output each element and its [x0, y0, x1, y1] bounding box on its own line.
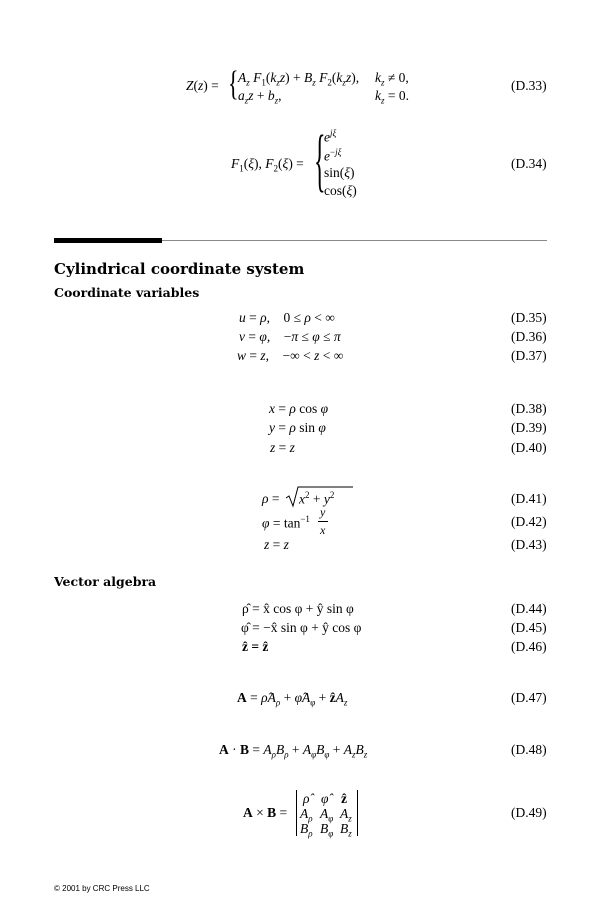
det-r2c3: $A_z$ [340, 806, 352, 824]
eq-d45: φ̂ = −x̂ sin φ + ŷ cos φ [241, 620, 362, 635]
eq-d49-lhs: A × B = [243, 805, 288, 820]
det-r2c1: $A_\rho$ [300, 806, 313, 824]
eq-d41-number: (D.41) [511, 491, 547, 506]
eq-d49-number: (D.49) [511, 805, 547, 820]
eq-d33-cond2: $k_z = 0$. [375, 88, 410, 106]
eq-d40: z = z [270, 440, 295, 455]
eq-d33-case1: $A_z$ $F_1(k_zz) + B_z$ $F_2(k_zz)$, [238, 70, 360, 88]
eq-d43-number: (D.43) [511, 537, 547, 552]
eq-d46: ẑ = ẑ [242, 639, 269, 654]
eq-d37: w = z, −∞ < z < ∞ [237, 348, 344, 363]
eq-d33-case2: $a_zz + b_z$, [238, 88, 282, 106]
eq-d36-number: (D.36) [511, 329, 547, 344]
det-r3c3: $B_z$ [340, 821, 352, 839]
eq-d47: $A = \rhôA_\rho$ + $\varphîA_\varphi$ + ẑA$_z$ [237, 690, 348, 708]
eq-d38: x = ρ cos φ [269, 401, 329, 416]
eq-d34-case1: $e^{j\xi}$ [324, 128, 337, 145]
eq-d44-number: (D.44) [511, 601, 547, 616]
eq-d37-number: (D.37) [511, 348, 547, 363]
eq-d39-number: (D.39) [511, 420, 547, 435]
det-r1c3: ẑ [341, 791, 347, 806]
eq-d34-lhs: $F_1(\xi)$, $F_2(\xi)$ = [231, 156, 304, 174]
det-right-bar [357, 790, 358, 836]
eq-d34-case3: sin(ξ) [324, 165, 355, 180]
eq-d39: y = ρ sin φ [269, 420, 326, 435]
eq-d35: u = ρ, 0 ≤ ρ < ∞ [239, 310, 335, 325]
eq-d42-number: (D.42) [511, 514, 547, 529]
eq-d38-number: (D.38) [511, 401, 547, 416]
eq-d42-numerator: y [320, 505, 326, 519]
section-rule-accent [54, 238, 162, 243]
det-r3c2: $B_\varphi$ [320, 821, 334, 839]
eq-d42-denominator: x [320, 523, 326, 537]
subsection-vector-algebra: Vector algebra [54, 574, 157, 589]
eq-d46-number: (D.46) [511, 639, 547, 654]
eq-d44: ρ̂ = x̂ cos φ + ŷ sin φ [242, 601, 354, 616]
eq-d48: $A \cdot B = A_\rho B_\rho + A_\varphi B_\varphi + A_zB_z$ [219, 742, 368, 760]
eq-d41-lhs: ρ = [262, 491, 280, 506]
det-r2c2: $A_\varphi$ [320, 806, 334, 824]
eq-d42-lhs: $\varphi = \tan^{-1}$ [262, 514, 310, 531]
brace-d34: { [314, 125, 326, 201]
copyright-footer: © 2001 by CRC Press LLC [54, 884, 150, 893]
subsection-coordinate-variables: Coordinate variables [54, 285, 200, 300]
eq-d33-number: (D.33) [511, 78, 547, 93]
eq-d33-cond1: $k_z \ne 0$, [375, 70, 409, 88]
eq-d48-number: (D.48) [511, 742, 547, 757]
eq-d41-radicand: $x^2 + y^2$ [299, 490, 335, 507]
eq-d43: z = z [264, 537, 289, 552]
fraction-bar [318, 521, 328, 522]
eq-d35-number: (D.35) [511, 310, 547, 325]
eq-d36: v = φ, −π ≤ φ ≤ π [239, 329, 341, 344]
det-r1c1: ρ̂ [303, 791, 310, 806]
det-r1c2: φ̂ [321, 791, 329, 806]
brace-d33: { [228, 62, 239, 103]
eq-d40-number: (D.40) [511, 440, 547, 455]
eq-d45-number: (D.45) [511, 620, 547, 635]
eq-d34-case4: cos(ξ) [324, 183, 357, 198]
det-r3c1: $B_\rho$ [300, 821, 313, 839]
section-title: Cylindrical coordinate system [54, 260, 305, 278]
eq-d34-case2: $e^{-j\xi}$ [324, 147, 342, 164]
eq-d34-number: (D.34) [511, 156, 547, 171]
det-left-bar [296, 790, 297, 836]
eq-d33-lhs: Z(z) = [186, 78, 219, 93]
eq-d47-number: (D.47) [511, 690, 547, 705]
